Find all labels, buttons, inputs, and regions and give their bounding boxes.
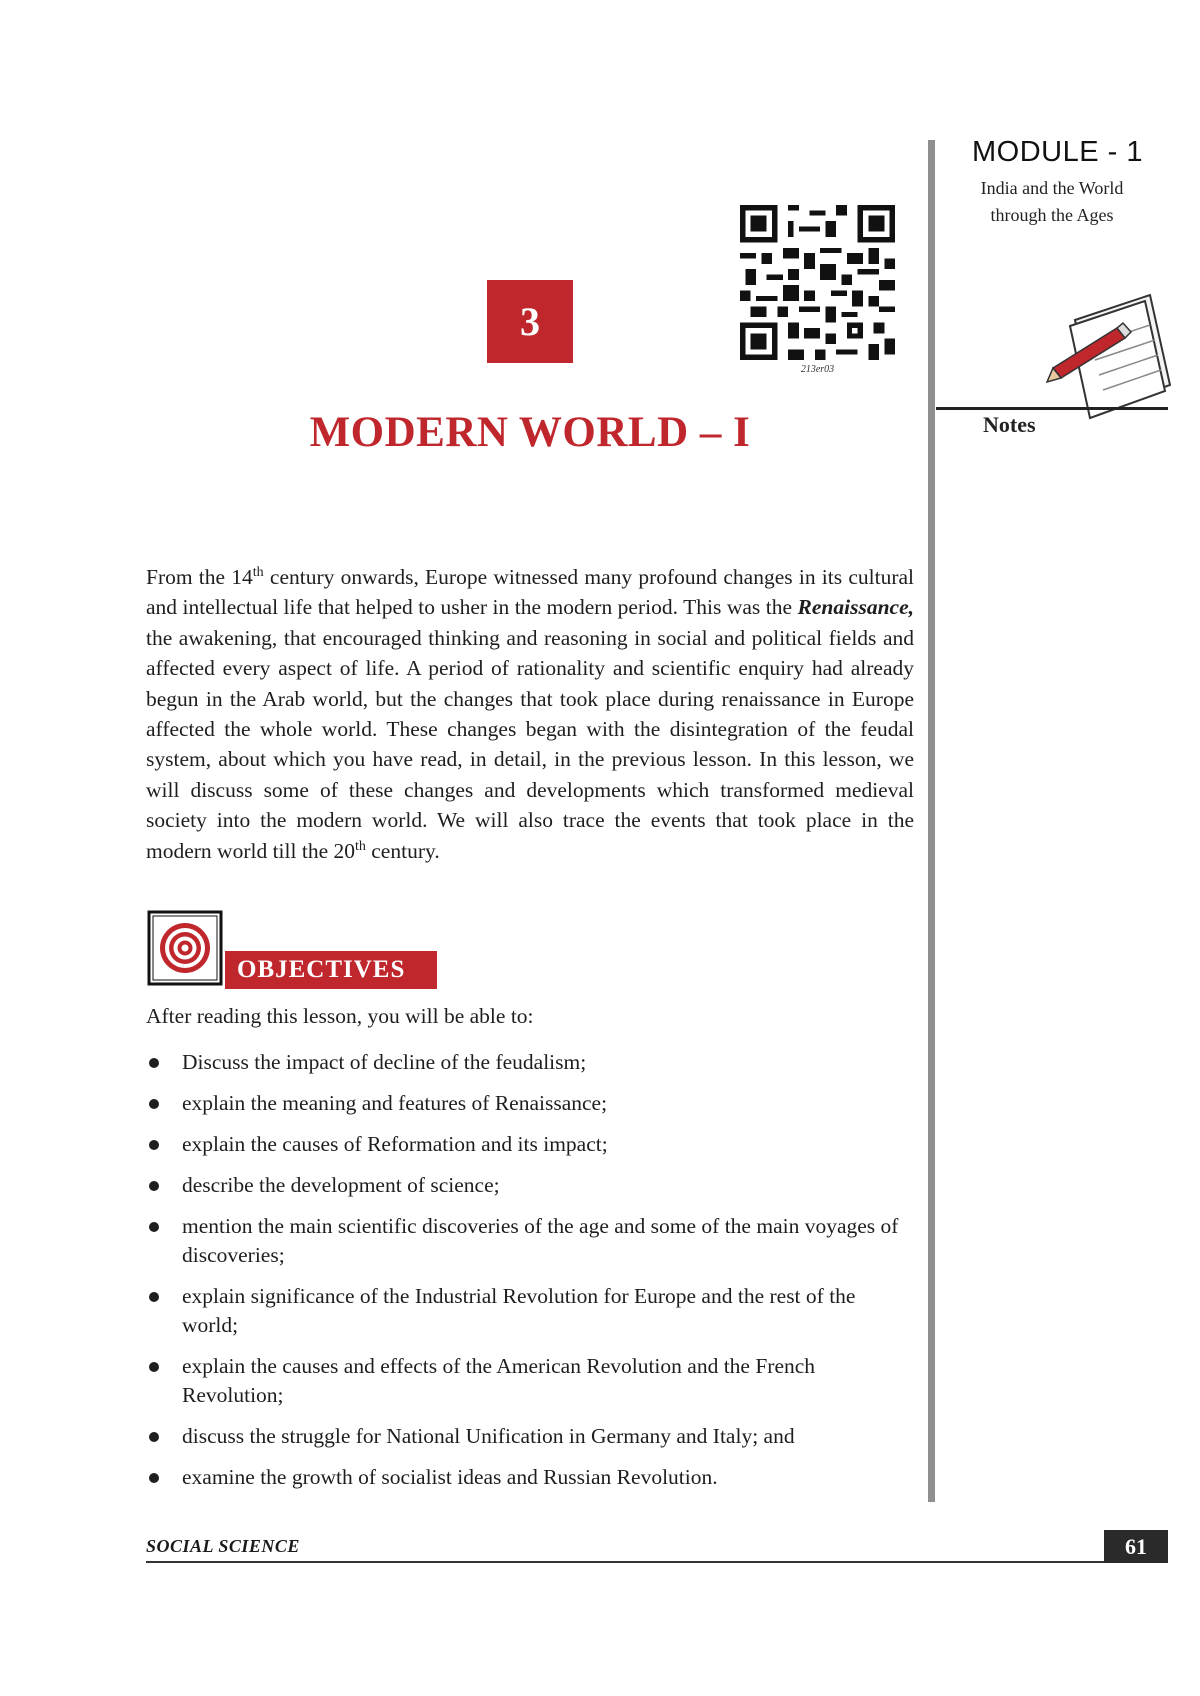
objective-item: mention the main scientific discoveries of the age and some of the main voyages of discoveries; bbox=[146, 1212, 914, 1270]
module-subtitle bbox=[962, 175, 1142, 229]
footer-subject: SOCIAL SCIENCE bbox=[146, 1536, 300, 1556]
module-subtitle-line1: India and the World bbox=[980, 178, 1124, 198]
objective-item: explain the meaning and features of Renaissance; bbox=[146, 1089, 914, 1118]
module-title: MODULE - 1 bbox=[972, 136, 1143, 168]
objective-item: explain the causes and effects of the American Revolution and the French Revolution; bbox=[146, 1352, 914, 1410]
bullet-icon bbox=[149, 1292, 159, 1302]
bullet-icon bbox=[149, 1473, 159, 1483]
page-number: 61 bbox=[1104, 1530, 1168, 1563]
qr-code-label: 213er03 bbox=[800, 364, 835, 375]
objective-item: Discuss the impact of decline of the feudalism; bbox=[146, 1048, 914, 1077]
intro-text-1: From the 14 bbox=[146, 565, 253, 589]
intro-text-4: century. bbox=[365, 838, 440, 863]
bullet-icon bbox=[149, 1222, 159, 1232]
objectives-intro: After reading this lesson, you will be able to: bbox=[146, 1004, 534, 1028]
objective-item: describe the development of science; bbox=[146, 1171, 914, 1200]
objective-item: explain significance of the Industrial Revolution for Europe and the rest of the world; bbox=[146, 1282, 914, 1340]
intro-sup-2: th bbox=[355, 838, 366, 854]
objective-item: discuss the struggle for National Unification in Germany and Italy; and bbox=[146, 1422, 914, 1451]
notes-label: Notes bbox=[983, 412, 1036, 437]
qr-code-icon bbox=[740, 205, 895, 360]
bullet-icon bbox=[149, 1432, 159, 1442]
chapter-number-badge: 3 bbox=[487, 280, 573, 363]
objective-item: examine the growth of socialist ideas and Russian Revolution. bbox=[146, 1463, 914, 1492]
intro-sup-1: th bbox=[252, 564, 264, 580]
bullet-icon bbox=[149, 1140, 159, 1150]
footer-rule bbox=[146, 1561, 1168, 1563]
objective-item: explain the causes of Reformation and its impact; bbox=[146, 1130, 914, 1159]
target-icon bbox=[147, 910, 223, 986]
notepad-with-pencil-icon bbox=[1045, 290, 1175, 420]
bullet-icon bbox=[149, 1099, 159, 1109]
intro-text-3: the awakening, that encouraged thinking and reasoning in social and political fields and affected every aspect of life. A period of rationality and scientific enquiry had already begun in the Arab world, but the changes that took place during renaissance in Europe affected the whole world. These changes began with the disintegration of the feudal system, about which you have read, in detail, in the previous lesson. In this lesson, we will discuss some of these changes and developments which transformed medieval society into the modern world. We will also trace the events that took place in the modern world till the 20 bbox=[146, 625, 914, 863]
intro-renaissance: Renaissance, bbox=[797, 595, 914, 620]
bullet-icon bbox=[149, 1181, 159, 1191]
objectives-heading: OBJECTIVES bbox=[225, 951, 437, 989]
chapter-title: MODERN WORLD – I bbox=[309, 409, 751, 456]
bullet-icon bbox=[149, 1058, 159, 1068]
notes-rule bbox=[936, 407, 1168, 410]
bullet-icon bbox=[149, 1362, 159, 1372]
objectives-list bbox=[146, 1048, 914, 1504]
intro-text-2: century onwards, Europe witnessed many profound changes in its cultural and intellectual life that helped to usher in the modern period. This was the bbox=[146, 565, 914, 620]
intro-paragraph bbox=[146, 562, 914, 866]
module-subtitle-line2: through the Ages bbox=[990, 205, 1114, 225]
margin-vertical-rule bbox=[928, 140, 935, 1502]
